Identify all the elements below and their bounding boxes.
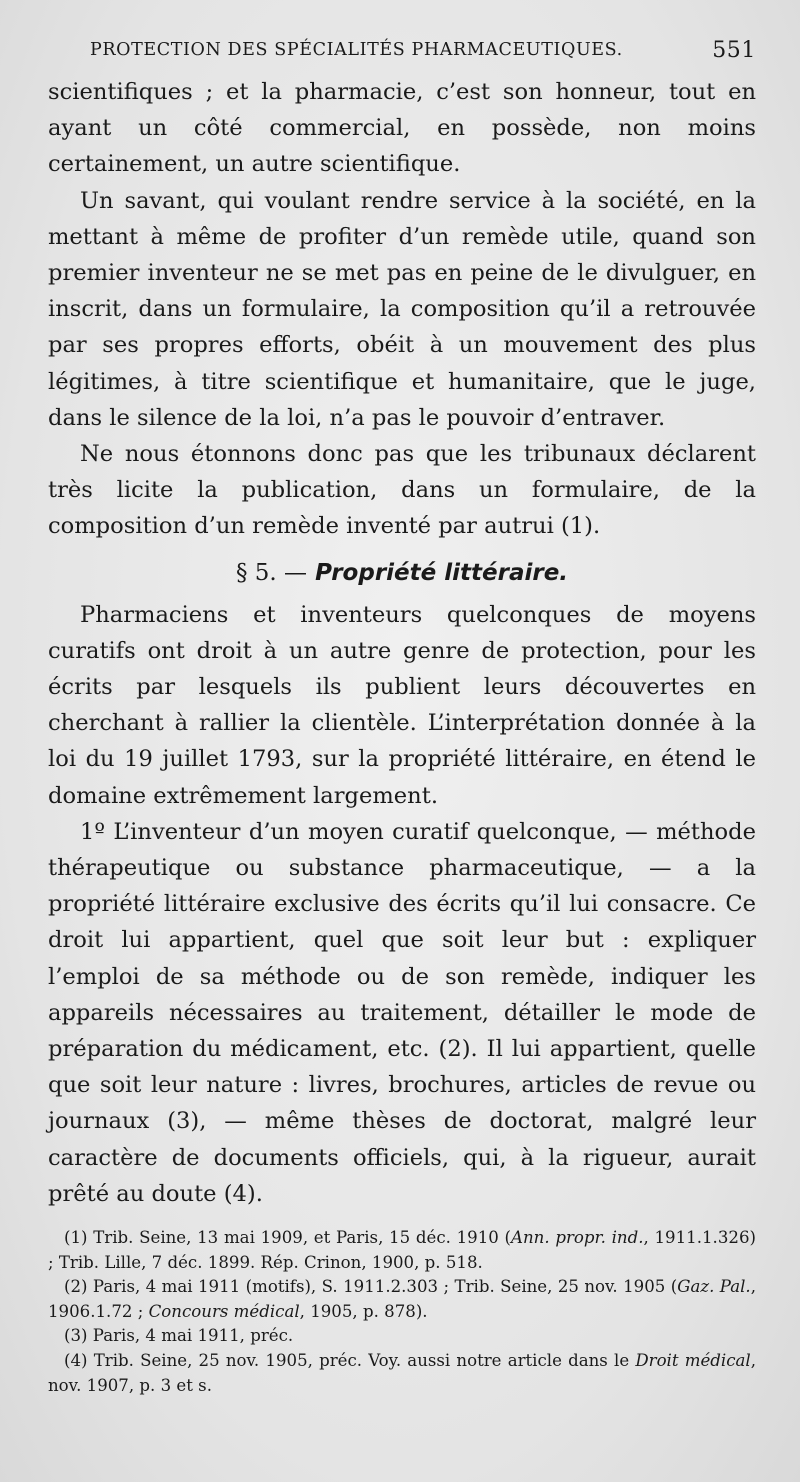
footnote-3: (3) Paris, 4 mai 1911, préc. (64, 1326, 294, 1346)
footnote-4: (4) Trib. Seine, 25 nov. 1905, préc. Voy. aussi notre article dans le Droit médical, nov. 1907, p. 3 et s. (48, 1351, 756, 1395)
paragraph-pharmaciens: Pharmaciens et inventeurs quelconques de moyens curatifs ont droit à un autre genre de protection, pour les écrits par lesquels ils publient leurs découvertes en cherchant à rallier la clientèle. L’interprétation donnée à la loi du 19 juillet 1793, sur la propriété littéraire, en étend le domaine extrêmement largement. (48, 601, 756, 809)
running-head (48, 28, 756, 74)
paragraph-continuation: scientifiques ; et la pharmacie, c’est son honneur, tout en ayant un côté commercial, en possède, non moins certainement, un autre scientifique. (48, 79, 756, 178)
paragraph-savant: Un savant, qui voulant rendre service à la société, en la mettant à même de profiter d’un remède utile, quand son premier inventeur ne se met pas en peine de le divulguer, en inscrit, dans un formulaire, la composition qu’il a retrouvée par ses propres efforts, obéit à un mouvement des plus légitimes, à titre scientifique et humanitaire, que le juge, dans le silence de la loi, n’a pas le pouvoir d’entraver. (48, 187, 756, 431)
paragraph-tribunaux: Ne nous étonnons donc pas que les tribunaux déclarent très licite la publication, dans un formulaire, de la composition d’un remède inventé par autrui (1). (48, 441, 756, 540)
section-number: § 5. — (235, 559, 308, 586)
footnotes (48, 1226, 756, 1398)
footnote-2: (2) Paris, 4 mai 1911 (motifs), S. 1911.2.303 ; Trib. Seine, 25 nov. 1905 (Gaz. Pal., 1906.1.72 ; Concours médical, 1905, p. 878). (48, 1277, 756, 1321)
page-number: 551 (712, 38, 756, 63)
body-text (48, 74, 756, 1212)
paragraph-inventeur: 1º L’inventeur d’un moyen curatif quelconque, — méthode thérapeutique ou substance pharmaceutique, — a la propriété littéraire exclusive des écrits qu’il lui consacre. Ce droit lui appartient, quel que soit leur but : expliquer l’emploi de sa méthode ou de son remède, indiquer les appareils nécessaires au traitement, détailler le mode de préparation du médicament, etc. (2). Il lui appartient, quelle que soit leur nature : livres, brochures, articles de revue ou journaux (3), — même thèses de doctorat, malgré leur caractère de documents officiels, qui, à la rigueur, aurait prêté au doute (4). (48, 818, 756, 1207)
running-head-title: PROTECTION DES SPÉCIALITÉS PHARMACEUTIQUES. (90, 40, 623, 60)
section-heading (48, 555, 756, 591)
footnote-1: (1) Trib. Seine, 13 mai 1909, et Paris, 15 déc. 1910 (Ann. propr. ind., 1911.1.326) ; Trib. Lille, 7 déc. 1899. Rép. Crinon, 1900, p. 518. (48, 1228, 756, 1272)
section-title: Propriété littéraire. (315, 559, 569, 586)
